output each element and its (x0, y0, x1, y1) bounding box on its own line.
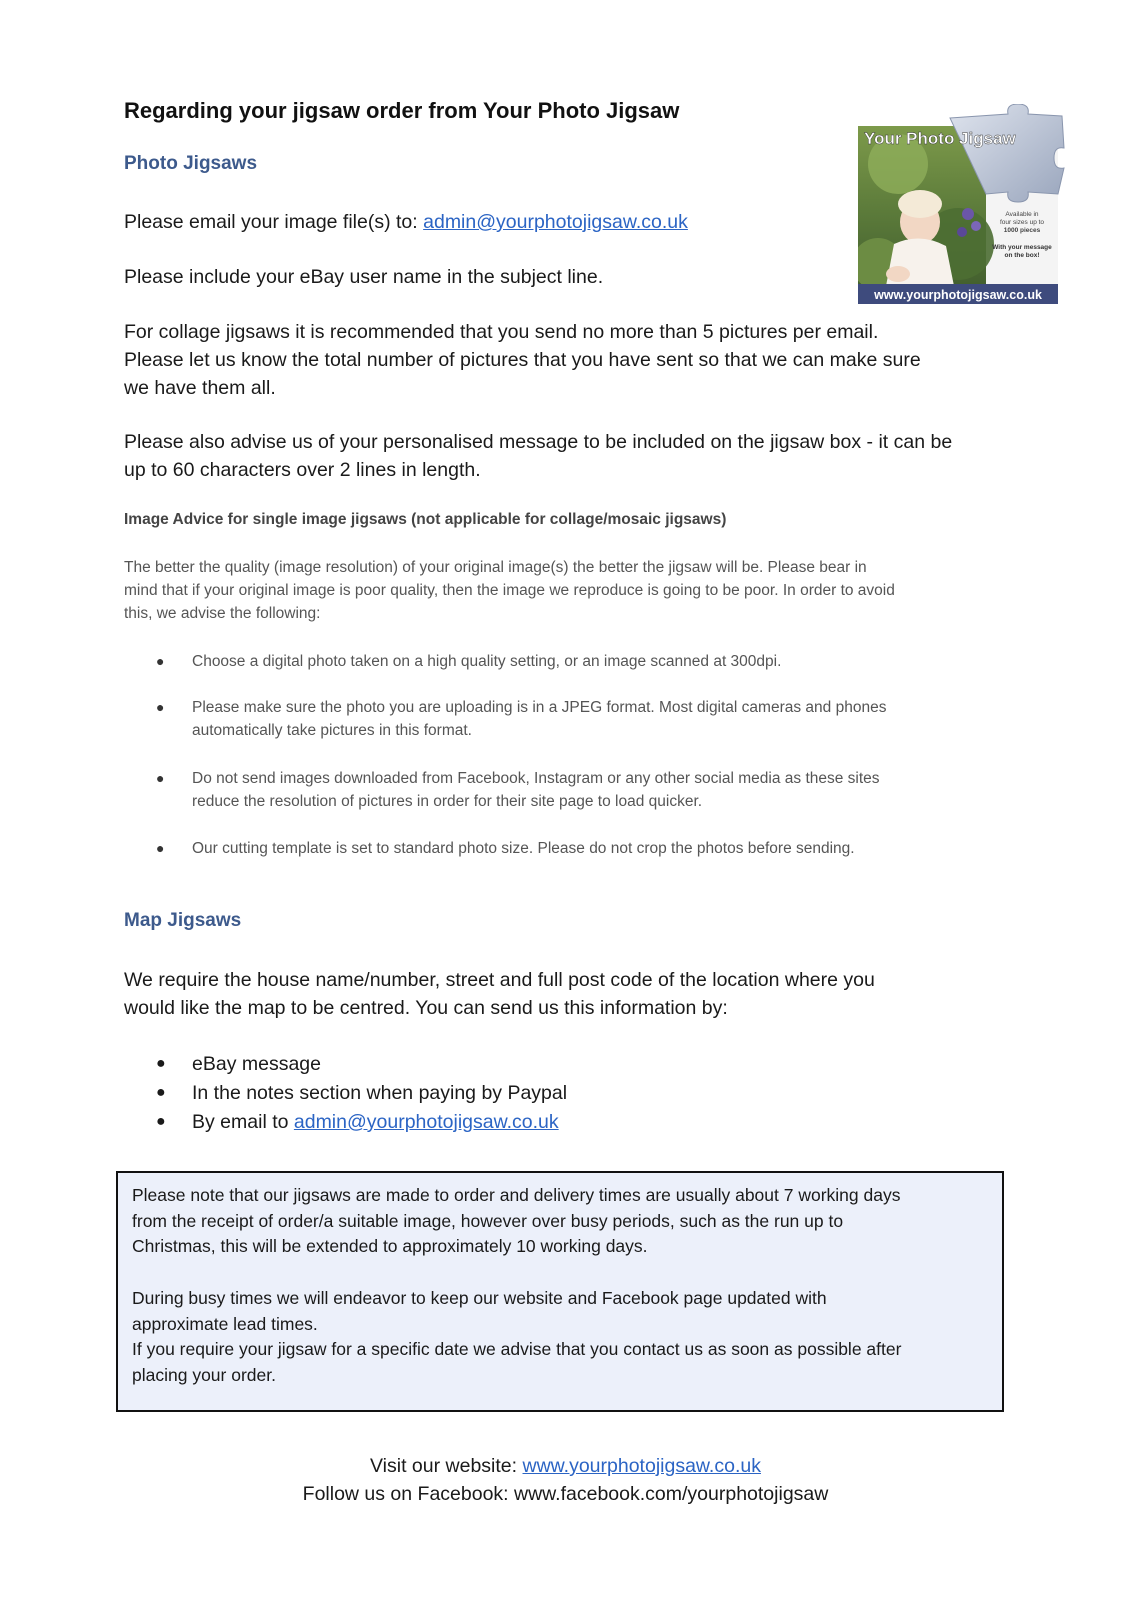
delivery-note-paragraph (132, 1183, 900, 1260)
delivery-note-box (116, 1171, 1004, 1412)
note-line: from the receipt of order/a suitable image, however over busy periods, such as the run up to (132, 1210, 844, 1231)
collage-instruction (124, 318, 1004, 402)
advice-bullet-text: Our cutting template is set to standard photo size. Please do not crop the photos before sending. (192, 840, 855, 857)
message-line: Please also advise us of your personalised message to be included on the jigsaw box - it can be (124, 431, 953, 453)
map-jigsaws-heading: Map Jigsaws (124, 910, 242, 931)
map-bullet-text: eBay message (192, 1053, 321, 1075)
map-bullet-text: In the notes section when paying by Paypal (192, 1082, 568, 1104)
footer-website (0, 1455, 1131, 1478)
map-intro (124, 966, 1004, 1022)
advice-intro-line: The better the quality (image resolution) of your original image(s) the better the jigsaw will be. Please bear in (124, 559, 867, 576)
note-line: If you require your jigsaw for a specific date we advise that you contact us as soon as possible after (132, 1339, 902, 1359)
message-line: up to 60 characters over 2 lines in length. (124, 459, 481, 481)
bullet-icon: ● (156, 840, 165, 856)
personalised-message-instruction (124, 428, 1004, 484)
email-link[interactable]: admin@yourphotojigsaw.co.uk (423, 211, 688, 233)
website-link[interactable]: www.yourphotojigsaw.co.uk (522, 1455, 761, 1477)
image-advice-heading: Image Advice for single image jigsaws (not applicable for collage/mosaic jigsaws) (124, 511, 727, 528)
map-email-prefix: By email to (192, 1111, 294, 1133)
logo-sizes-line-2: four sizes up to (999, 219, 1045, 226)
bullet-icon: ● (156, 1055, 166, 1072)
busy-times-paragraph (132, 1286, 901, 1388)
ebay-username-instruction: Please include your eBay user name in the subject line. (124, 266, 604, 288)
advice-intro-line: mind that if your original image is poor quality, then the image we reproduce is going to be poor. In order to avoid (124, 582, 895, 599)
collage-line: Please let us know the total number of pictures that you have sent so that we can make sure (124, 349, 921, 371)
note-line: Please note that our jigsaws are made to order and delivery times are usually about 7 working days (132, 1185, 901, 1205)
logo-sizes-line-3: 1000 pieces (1003, 227, 1041, 234)
collage-line: we have them all. (124, 377, 276, 399)
logo-brand: Your Photo Jigsaw (864, 129, 1016, 148)
collage-line: For collage jigsaws it is recommended that you send no more than 5 pictures per email. (124, 321, 879, 343)
bullet-icon: ● (156, 1113, 166, 1130)
bullet-icon: ● (156, 699, 165, 715)
footer-facebook: Follow us on Facebook: www.facebook.com/yourphotojigsaw (302, 1483, 829, 1505)
logo-message-line-2: on the box! (1004, 252, 1040, 259)
page-title: Regarding your jigsaw order from Your Photo Jigsaw (124, 98, 680, 123)
map-intro-line: would like the map to be centred. You can send us this information by: (124, 997, 728, 1019)
advice-bullet-text: reduce the resolution of pictures in order for their site page to load quicker. (192, 793, 703, 810)
bullet-icon: ● (156, 770, 165, 786)
advice-bullet-text: Do not send images downloaded from Facebook, Instagram or any other social media as these sites (192, 770, 880, 787)
advice-bullet-text: automatically take pictures in this format. (192, 722, 472, 739)
logo-url: www.yourphotojigsaw.co.uk (874, 288, 1042, 302)
map-email-link[interactable]: admin@yourphotojigsaw.co.uk (293, 1111, 559, 1133)
logo-message-line-1: With your message (992, 244, 1052, 251)
photo-jigsaws-heading: Photo Jigsaws (124, 153, 258, 174)
map-intro-line: We require the house name/number, street and full post code of the location where you (124, 969, 875, 991)
bullet-icon: ● (156, 653, 165, 669)
email-instruction (124, 208, 1004, 236)
bullet-icon: ● (156, 1084, 166, 1101)
image-advice-intro (124, 556, 1004, 625)
email-instruction-prefix: Please email your image file(s) to: (124, 211, 424, 233)
advice-bullet-text: Choose a digital photo taken on a high quality setting, or an image scanned at 300dpi. (192, 653, 782, 670)
logo-sizes-line-1: Available in (1005, 211, 1039, 218)
footer-website-prefix: Visit our website: (370, 1455, 523, 1477)
advice-intro-line: this, we advise the following: (124, 605, 321, 622)
note-line: During busy times we will endeavor to keep our website and Facebook page updated with (132, 1288, 827, 1308)
advice-bullet-text: Please make sure the photo you are uploading is in a JPEG format. Most digital cameras and phones (192, 699, 887, 716)
note-line: approximate lead times. (132, 1313, 318, 1334)
note-line: Christmas, this will be extended to approximately 10 working days. (132, 1236, 648, 1256)
note-line: placing your order. (132, 1364, 276, 1385)
